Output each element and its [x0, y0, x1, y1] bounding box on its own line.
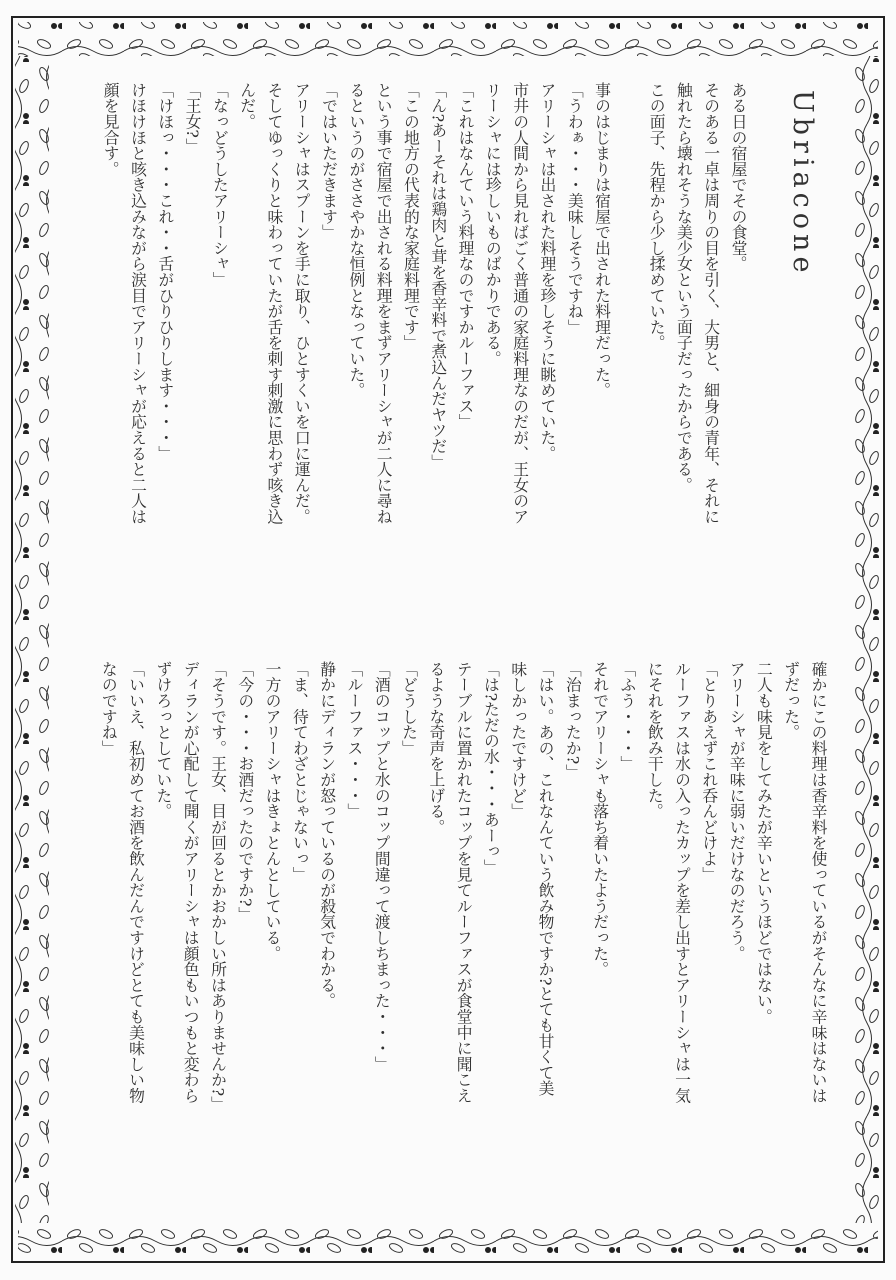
- text-line: にそれを飲み干した。: [645, 661, 665, 819]
- text-line: 「うわぁ・・・美味しそうですね」: [565, 82, 585, 335]
- blank-line: [616, 82, 643, 582]
- text-line: んだ。: [237, 82, 257, 130]
- text-line: 二人も味見をしてみたが辛いというほどではない。: [754, 661, 774, 1025]
- text-line: そのある一卓は周りの目を引く、大男と、細身の青年、それに: [701, 82, 721, 525]
- text-line: という事で宿屋で出される料理をまずアリーシャが二人に尋ね: [374, 82, 394, 525]
- text-line: 静かにディランが怒っているのが殺気でわかる。: [317, 661, 337, 1009]
- text-line: 「王女?」: [183, 82, 203, 154]
- text-line: ディランが心配して聞くがアリーシャは顔色もいつもと変わら: [181, 661, 201, 1104]
- text-line: 触れたら壊れそうな美少女という面子だったからである。: [674, 82, 694, 493]
- text-line: 確かにこの料理は香辛料を使っているがそんなに辛味はないは: [809, 661, 828, 1104]
- story-title: Ubriacone: [787, 90, 818, 278]
- text-line: 「ルーファス・・・」: [344, 661, 364, 819]
- text-line: 「この地方の代表的な家庭料理です」: [401, 82, 421, 351]
- text-line: アリーシャはスプーンを手に取り、ひとすくいを口に運んだ。: [292, 82, 312, 525]
- text-line: リーシャには珍しいものばかりである。: [483, 82, 503, 367]
- text-line: 顔を見合す。: [101, 82, 121, 177]
- text-line: 「とりあえずこれ呑んどけよ」: [699, 661, 719, 883]
- text-line: そしてゆっくりと味わっていたが舌を刺す刺激に思わず咳き込: [264, 82, 284, 525]
- text-line: 「どうした」: [399, 661, 419, 756]
- text-line: ずだった。: [781, 661, 801, 740]
- text-line: 「酒のコップと水のコップ間違って渡しちまった・・・」: [372, 661, 392, 1072]
- text-line: 「は?ただの水・・・あーっ」: [481, 661, 501, 875]
- text-line: 一方のアリーシャはきょとんとしている。: [263, 661, 283, 962]
- text-line: ある日の宿屋でその食堂。: [729, 82, 748, 272]
- text-line: 事のはじまりは宿屋で出された料理だった。: [592, 82, 612, 398]
- text-line: 「治まったか?」: [563, 661, 583, 781]
- story-text-top: [96, 82, 752, 582]
- text-line: アリーシャが辛味に弱いだけなのだろう。: [727, 661, 747, 962]
- text-line: テーブルに置かれたコップを見てルーファスが食堂中に聞こえ: [454, 661, 474, 1104]
- text-line: 「そうです。王女、目が回るとかおかしい所はありませんか?」: [208, 661, 228, 1112]
- text-line: 「ふう・・・」: [617, 661, 637, 772]
- text-line: 「けほっ・・・これ・・舌がひりひりします・・・」: [155, 82, 175, 462]
- text-line: 「ま、待てわざとじゃないっ」: [290, 661, 310, 883]
- text-line: 「今の・・・お酒だったのですか?」: [235, 661, 255, 923]
- text-line: 市井の人間から見ればごく普通の家庭料理なのだが、王女のア: [510, 82, 530, 525]
- story-text-bottom: [94, 661, 832, 1161]
- text-line: 「はい。あの、これなんていう飲み物ですか?とても甘くて美: [536, 661, 556, 1097]
- text-line: アリーシャは出された料理を珍しそうに眺めていた。: [537, 82, 557, 462]
- text-line: ルーファスは水の入ったカップを差し出すとアリーシャは一気: [672, 661, 692, 1104]
- text-line: 「なっどうしたアリーシャ」: [210, 82, 230, 288]
- text-line: 「いいえ、私初めてお酒を飲んだんですけどとても美味しい物: [126, 661, 146, 1104]
- text-line: なのですね」: [99, 661, 119, 756]
- text-line: るというのがささやかな恒例となっていた。: [346, 82, 366, 398]
- text-line: 「これはなんていう料理なのですかルーファス」: [456, 82, 476, 430]
- text-line: ずけろっとしていた。: [153, 661, 173, 819]
- text-line: それでアリーシャも落ち着いたようだった。: [590, 661, 610, 977]
- text-line: るような奇声を上げる。: [426, 661, 446, 835]
- text-line: 「ではいただきます」: [319, 82, 339, 240]
- text-line: 「ん?あーそれは鶏肉と茸を香辛料で煮込んだヤツだ」: [428, 82, 448, 470]
- text-line: この面子、先程から少し揉めていた。: [647, 82, 667, 351]
- text-line: 味しかったですけど」: [508, 661, 528, 819]
- text-line: けほけほと咳き込みながら涙目でアリーシャが応えると二人は: [128, 82, 148, 525]
